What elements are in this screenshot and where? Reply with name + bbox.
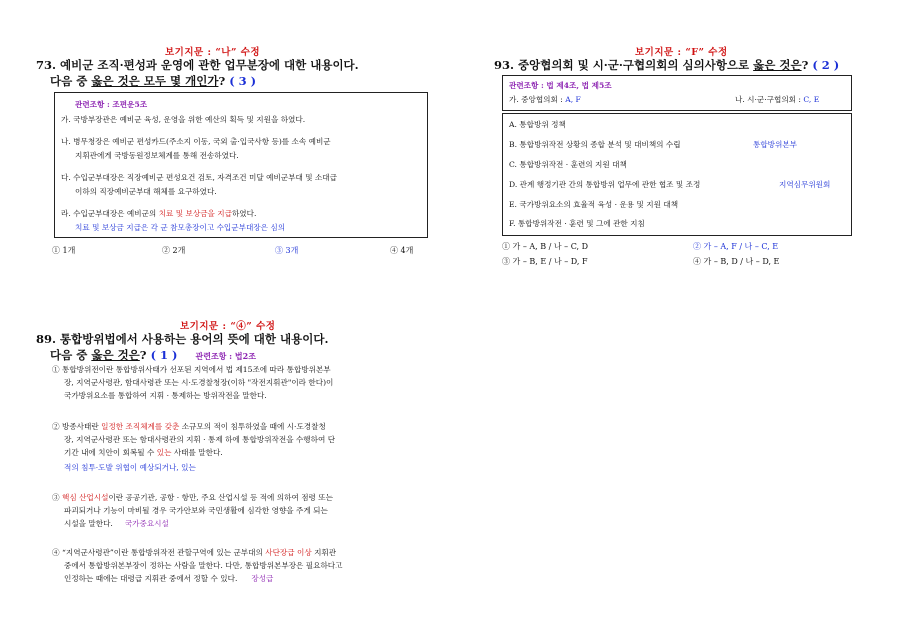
q73-item-ra-suffix: 하였다. [231, 209, 257, 218]
q73-option-1: ① 1개 [52, 246, 76, 255]
q89-opt4-line1 [52, 546, 432, 559]
q89-opt3-prefix: ③ [52, 493, 63, 502]
q89-opt2-red2: 있는 [156, 448, 172, 457]
q93-item-e: E. 국가방위요소의 효율적 육성 · 운용 및 지원 대책 [509, 200, 679, 209]
q89-related: 관련조항 : 법2조 [195, 351, 256, 361]
q73-line1: 예비군 조직·편성과 운영에 관한 업무분장에 대한 내용이다. [60, 58, 359, 72]
q89-opt3-suffix: 이란 공공기관, 공항 · 항만, 주요 산업시설 등 적에 의하여 점령 또는 [108, 493, 333, 502]
q89-opt4-suffix: 지휘관 [311, 548, 337, 557]
q93-title: 중앙협의회 및 시·군·구협의회의 심의사항으로 [518, 58, 754, 72]
q89-opt2-line1 [52, 420, 432, 433]
q93-note-d: 지역심무위원회 [779, 180, 831, 189]
q93-ga [509, 93, 581, 106]
q73-item-na-cont: 지휘관에게 국방동원정보체계를 통해 전송하였다. [75, 151, 239, 160]
q93-title-underlined: 옳은 것은 [753, 58, 802, 72]
q73-number: 73. [36, 58, 57, 72]
q73-related: 관련조항 : 조편운5조 [75, 100, 148, 109]
q93-na-label: 나. 시·군·구협의회 : [735, 95, 804, 104]
q73-item-ra-red: 치료 및 보상금을 지급 [158, 209, 232, 218]
q89-opt4-prefix: ④ “지역군사령관”이란 통합방위작전 관할구역에 있는 군부대의 [52, 548, 266, 557]
q89-opt1-line3: 국가방위요소를 통합하여 지휘 · 통제하는 방위작전을 말한다. [64, 391, 267, 400]
q73-item-da-cont: 이하의 직장예비군부대 해체를 요구하였다. [75, 187, 217, 196]
q73-correction: 치료 및 보상금 지급은 각 군 참모총장이고 수입군부대장은 심의 [75, 223, 286, 232]
q89-opt3-line3-wrap [52, 517, 432, 530]
q73-box [54, 92, 428, 238]
q89-opt3-line3: 시설을 말한다. [64, 519, 113, 528]
q93-item-c: C. 통합방위작전 · 훈련의 지원 대책 [509, 160, 627, 169]
q89-option-1-block [52, 363, 432, 402]
q89-answer: ( 1 ) [150, 348, 178, 362]
q89-opt4-red: 사단장급 이상 [265, 548, 312, 557]
q73-item-ra-prefix: 라. 수입군부대장은 예비군의 [61, 209, 159, 218]
q93-na [735, 93, 819, 106]
q73-option-3: ③ 3개 [275, 246, 299, 255]
q73-line2-q: ? [218, 74, 226, 88]
q93-option-2: ② 가 – A, F / 나 – C, E [693, 242, 779, 251]
q89-line2-underlined: 옳은 것은 [91, 348, 140, 362]
q89-opt2-line3-prefix: 기간 내에 치안이 회복될 수 [64, 448, 157, 457]
q89-opt2-correction: 적의 침투·도발 위협이 예상되거나, 있는 [64, 463, 196, 472]
q93-number: 93. [494, 58, 515, 72]
q93-related-box [502, 75, 852, 111]
q89-line1: 통합방위법에서 사용하는 용어의 뜻에 대한 내용이다. [60, 332, 329, 346]
q89-number: 89. [36, 332, 57, 346]
q73-heading: 보기지문 : “나” 수정 [165, 47, 261, 58]
q89-opt2-line2: 장, 지역군사령관 또는 함대사령관의 지휘 · 통제 하에 통합방위작전을 수행하여 단 [64, 435, 336, 444]
q89-opt4-line2: 중에서 통합방위본부장이 정하는 사람을 말한다. 다만, 통합방위본부장은 필요하다고 [64, 561, 343, 570]
q89-opt3-red: 핵심 산업시설 [62, 493, 109, 502]
q89-line2-q: ? [139, 348, 147, 362]
q89-question [36, 331, 476, 364]
q73-option-4: ④ 4개 [390, 246, 414, 255]
q93-answer: ( 2 ) [812, 58, 840, 72]
q89-opt4-line3-wrap [52, 572, 432, 585]
q93-question [494, 57, 894, 73]
q89-option-4-block [52, 546, 432, 585]
q89-opt2-line3 [52, 446, 432, 459]
q89-opt4-line3: 인정하는 때에는 대령급 지휘관 중에서 정할 수 있다. [64, 574, 238, 583]
q73-option-2: ② 2개 [162, 246, 186, 255]
q89-line2-prefix: 다음 중 [50, 348, 92, 362]
q93-items-box [502, 113, 852, 236]
q93-note-b: 통합방위본부 [753, 140, 798, 149]
q93-na-value: C, E [803, 95, 820, 104]
q93-ga-value: A, F [565, 95, 581, 104]
q89-opt3-line1 [52, 491, 432, 504]
q93-item-f: F. 통합방위작전 · 훈련 및 그에 관한 지침 [509, 219, 645, 228]
q73-item-ra [61, 207, 256, 220]
q93-heading: 보기지문 : “F” 수정 [635, 47, 728, 58]
q89-heading: 보기지문 : “④” 수정 [180, 321, 276, 332]
q93-item-d: D. 관계 행정기관 간의 통합방위 업무에 관한 협조 및 조정 [509, 180, 701, 189]
q93-option-3: ③ 가 – B, E / 나 – D, F [502, 257, 588, 266]
q73-item-ga: 가. 국방부장관은 예비군 육성, 운영을 위한 예산의 획득 및 지원을 하였다. [61, 115, 306, 124]
q73-item-da: 다. 수입군부대장은 직장예비군 편성요건 검토, 자격조건 미달 예비군부대 및 소대급 [61, 173, 337, 182]
q73-question [36, 57, 456, 89]
q93-ga-label: 가. 중앙협의회 : [509, 95, 566, 104]
q89-option-2-block [52, 420, 432, 474]
q89-opt3-line2: 파괴되거나 기능이 마비될 경우 국가안보와 국민생활에 심각한 영향을 주게 되는 [64, 506, 328, 515]
q93-option-1: ① 가 – A, B / 나 – C, D [502, 242, 589, 251]
q89-opt2-mid: 소규모의 적이 침투하였을 때에 시·도경찰청 [179, 422, 326, 431]
q89-opt2-line3-suffix: 사태를 말한다. [171, 448, 223, 457]
q89-opt1-line1: ① 통합방위전이란 통합방위사태가 선포된 지역에서 법 제15조에 따라 통합방위본부 [52, 365, 331, 374]
q93-item-a: A. 통합방위 정책 [509, 120, 566, 129]
q89-opt4-correction: 장성급 [251, 574, 274, 583]
q93-item-b: B. 통합방위작전 상황의 종합 분석 및 대비책의 수립 [509, 140, 681, 149]
q89-option-3-block [52, 491, 432, 530]
q89-opt1-line2: 장, 지역군사령관, 함대사령관 또는 시·도경찰청장(이하 "작전지휘관"이라 한다)이 [64, 378, 334, 387]
q73-answer: ( 3 ) [229, 74, 257, 88]
q89-opt3-correction: 국가중요시설 [124, 519, 169, 528]
q73-item-na: 나. 병무청장은 예비군 편성카드(주소지 이동, 국외 출·입국사항 등)를 소속 예비군 [61, 137, 331, 146]
q93-option-4: ④ 가 – B, D / 나 – D, E [693, 257, 780, 266]
q89-opt2-red1: 일정한 조직체계를 갖춘 [101, 422, 180, 431]
q89-opt2-prefix: ② 방종사태란 [52, 422, 102, 431]
q93-title-q: ? [801, 58, 809, 72]
q73-line2-underlined: 옳은 것은 모두 몇 개인가 [91, 74, 219, 88]
q73-line2-prefix: 다음 중 [50, 74, 92, 88]
q93-related: 관련조항 : 법 제4조, 법 제5조 [509, 81, 612, 90]
